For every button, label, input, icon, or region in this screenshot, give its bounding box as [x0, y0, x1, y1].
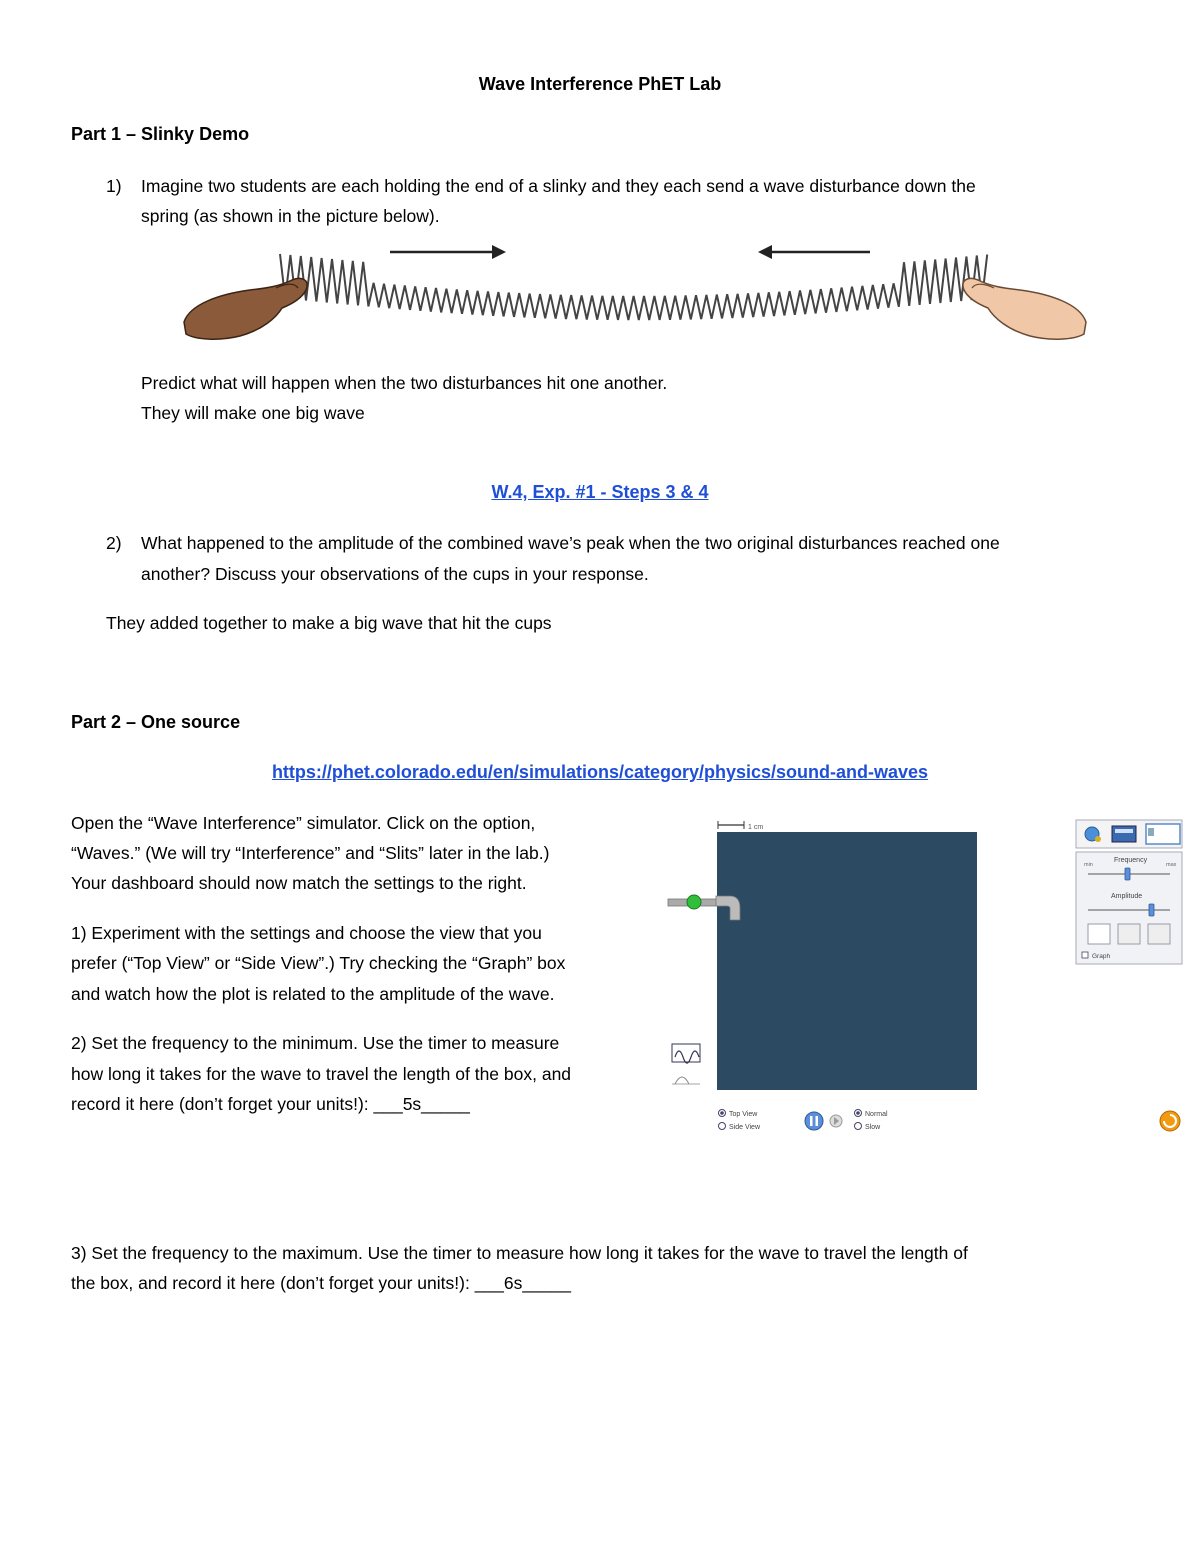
barrier-toggle-icon [1148, 924, 1170, 944]
wave-view-icon [672, 1044, 700, 1084]
slinky-coil [280, 254, 987, 320]
question-2-number: 2) [106, 533, 122, 553]
question-2-line-2: another? Discuss your observations of the cups in your response. [141, 564, 649, 584]
right-hand-icon [963, 278, 1086, 339]
speaker-icon [1112, 826, 1136, 842]
step2-line-1: 2) Set the frequency to the minimum. Use the timer to measure [71, 1033, 560, 1053]
svg-text:Slow: Slow [865, 1124, 881, 1131]
intro-line-1: Open the “Wave Interference” simulator. Click on the option, [71, 813, 536, 833]
svg-text:Frequency: Frequency [1114, 857, 1148, 864]
svg-text:Graph: Graph [1092, 953, 1111, 960]
wave-area [717, 832, 977, 1090]
step-button-icon [830, 1115, 842, 1127]
svg-text:Normal: Normal [865, 1111, 888, 1118]
svg-text:Amplitude: Amplitude [1111, 893, 1143, 900]
question-1-line-1: Imagine two students are each holding the end of a slinky and they each send a wave disturbance down the [141, 176, 976, 196]
arrow-right-icon [390, 245, 506, 259]
left-hand-icon [184, 278, 307, 339]
predict-prompt: Predict what will happen when the two disturbances hit one another. [141, 373, 668, 393]
question-2-line-1: What happened to the amplitude of the combined wave’s peak when the two original disturbances reached one [141, 533, 1000, 553]
slinky-illustration [180, 238, 1092, 348]
experiment-link[interactable]: W.4, Exp. #1 - Steps 3 & 4 [491, 482, 709, 502]
faucet-toggle-icon [1088, 924, 1110, 944]
graph-checkbox [1082, 952, 1088, 958]
svg-text:max: max [1166, 862, 1177, 868]
speed-radio-group [855, 1110, 889, 1132]
control-panel [1076, 820, 1182, 964]
reset-icon [1160, 1111, 1180, 1131]
step3-line-1: 3) Set the frequency to the maximum. Use the timer to measure how long it takes for the wave to travel the length of [71, 1243, 968, 1263]
svg-text:Top View: Top View [729, 1111, 758, 1118]
intro-line-2: “Waves.” (We will try “Interference” and “Slits” later in the lab.) [71, 843, 550, 863]
svg-text:Side View: Side View [729, 1124, 761, 1131]
step3-line-2[interactable]: the box, and record it here (don’t forget your units!): ___6s_____ [71, 1273, 572, 1293]
part1-heading: Part 1 – Slinky Demo [71, 124, 250, 144]
page-title: Wave Interference PhET Lab [478, 74, 722, 94]
intro-line-3: Your dashboard should now match the settings to the right. [71, 873, 527, 893]
arrow-left-icon [758, 245, 870, 259]
answer-1[interactable]: They will make one big wave [141, 403, 365, 423]
step1-line-1: 1) Experiment with the settings and choose the view that you [71, 923, 542, 943]
phet-simulator-screenshot [664, 812, 1196, 1136]
view-radio-group [719, 1110, 761, 1132]
question-1-number: 1) [106, 176, 122, 196]
step2-line-3[interactable]: record it here (don’t forget your units!): ___5s_____ [71, 1094, 470, 1114]
question-1-line-2: spring (as shown in the picture below). [141, 206, 440, 226]
svg-text:min: min [1084, 862, 1093, 868]
step2-line-2: how long it takes for the wave to travel the length of the box, and [71, 1064, 572, 1084]
answer-2[interactable]: They added together to make a big wave that hit the cups [106, 613, 552, 633]
ruler-icon [718, 821, 763, 831]
phet-url-link[interactable]: https://phet.colorado.edu/en/simulations/category/physics/sound-and-waves [271, 762, 929, 782]
part2-heading: Part 2 – One source [71, 712, 241, 732]
step1-line-2: prefer (“Top View” or “Side View”.) Try checking the “Graph” box [71, 953, 566, 973]
pause-button-icon [805, 1112, 823, 1130]
step1-line-3: and watch how the plot is related to the amplitude of the wave. [71, 984, 555, 1004]
svg-text:1 cm: 1 cm [748, 824, 764, 831]
sound-toggle-icon [1118, 924, 1140, 944]
